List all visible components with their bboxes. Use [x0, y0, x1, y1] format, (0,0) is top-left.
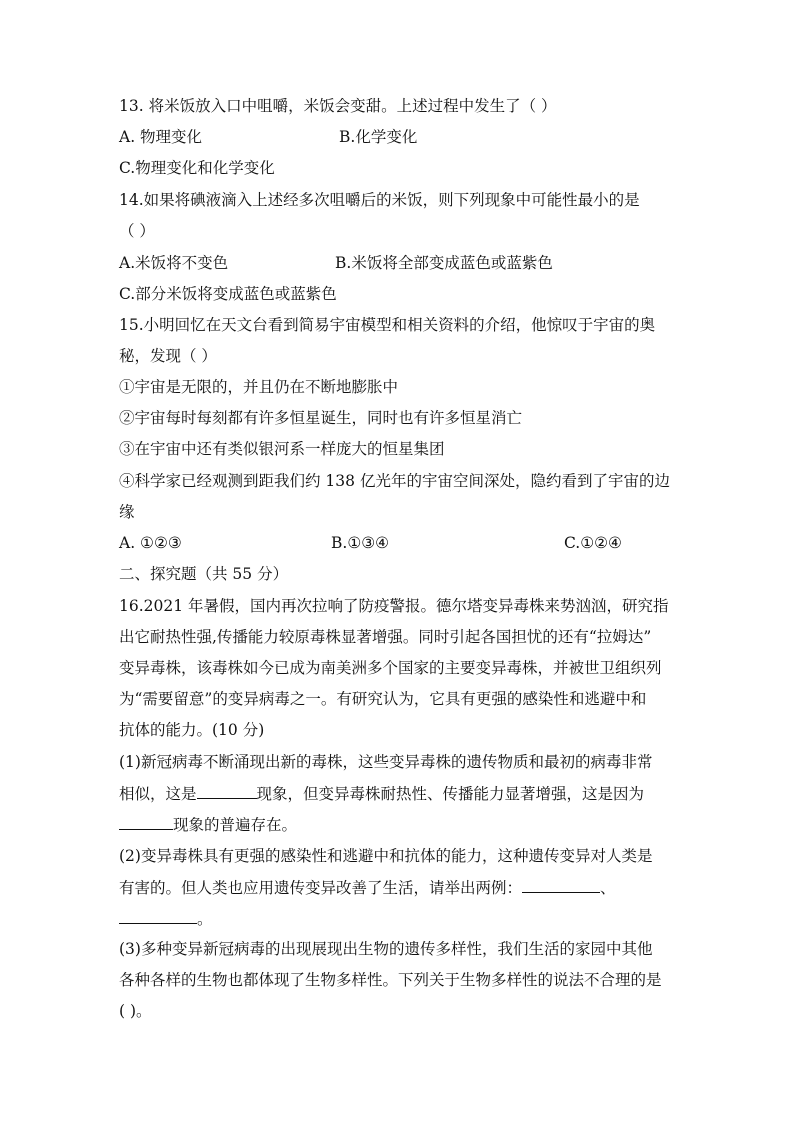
q16-part1-line2 [119, 782, 644, 805]
q13-stem: 13. 将米饭放入口中咀嚼，米饭会变甜。上述过程中发生了（ ） [119, 97, 557, 115]
q15-stem-line2: 秘，发现（ ） [119, 347, 217, 365]
q16-part1-line3 [119, 813, 297, 836]
q16-line5: 抗体的能力。(10 分) [119, 721, 265, 739]
answer-blank-2[interactable] [119, 813, 173, 830]
q16-part2-text-c: 。 [197, 910, 213, 928]
q14-stem-line1: 14.如果将碘液滴入上述经多次咀嚼后的米饭，则下列现象中可能性最小的是 [119, 191, 640, 209]
q13-option-a: A. 物理变化 [119, 128, 203, 146]
q13-option-c: C.物理变化和化学变化 [119, 159, 275, 177]
q16-line1: 16.2021 年暑假，国内再次拉响了防疫警报。德尔塔变异毒株来势汹汹，研究指 [119, 597, 669, 615]
q16-part1-text-c: 现象的普遍存在。 [173, 816, 298, 834]
q15-stem-line1: 15.小明回忆在天文台看到简易宇宙模型和相关资料的介绍，他惊叹于宇宙的奥 [119, 316, 656, 334]
answer-blank-3[interactable] [522, 876, 600, 893]
q15-item-4-line1: ④科学家已经观测到距我们约 138 亿光年的宇宙空间深处，隐约看到了宇宙的边 [119, 472, 670, 490]
q15-item-1: ①宇宙是无限的，并且仍在不断地膨胀中 [119, 378, 399, 396]
q16-part2-text-b: 、 [600, 879, 616, 897]
q16-part2-line3 [119, 907, 213, 930]
q16-part2-text-a: 有害的。但人类也应用遗传变异改善了生活，请举出两例： [119, 879, 523, 897]
q15-item-2: ②宇宙每时每刻都有许多恒星诞生，同时也有许多恒星消亡 [119, 409, 523, 427]
q16-part1-line1: (1)新冠病毒不断涌现出新的毒株，这些变异毒株的遗传物质和最初的病毒非常 [119, 753, 653, 771]
q16-part1-text-a: 相似，这是 [119, 785, 197, 803]
q16-part2-line1: (2)变异毒株具有更强的感染性和逃避中和抗体的能力，这种遗传变异对人类是 [119, 847, 653, 865]
q15-option-a: A. ①②③ [119, 534, 182, 552]
q15-item-3: ③在宇宙中还有类似银河系一样庞大的恒星集团 [119, 440, 445, 458]
section-2-title: 二、探究题（共 55 分） [119, 565, 289, 583]
answer-blank-1[interactable] [197, 782, 257, 799]
q14-option-a: A.米饭将不变色 [119, 254, 229, 272]
q16-line3: 变异毒株，该毒株如今已成为南美洲多个国家的主要变异毒株，并被世卫组织列 [119, 659, 662, 677]
q16-part3-line3: ( )。 [119, 1002, 152, 1020]
q14-option-c: C.部分米饭将变成蓝色或蓝紫色 [119, 285, 337, 303]
q16-part3-line2: 各种各样的生物也都体现了生物多样性。下列关于生物多样性的说法不合理的是 [119, 971, 662, 989]
q15-option-c: C.①②④ [564, 534, 622, 552]
q16-line2: 出它耐热性强,传播能力较原毒株显著增强。同时引起各国担忧的还有“拉姆达” [119, 628, 652, 646]
q15-option-b: B.①③④ [331, 534, 390, 552]
q16-part3-line1: (3)多种变异新冠病毒的出现展现出生物的遗传多样性，我们生活的家园中其他 [119, 940, 653, 958]
answer-blank-4[interactable] [119, 907, 197, 924]
q16-line4: 为“需要留意”的变异病毒之一。有研究认为，它具有更强的感染性和逃避中和 [119, 690, 647, 708]
q16-part1-text-b: 现象，但变异毒株耐热性、传播能力显著增强，这是因为 [256, 785, 645, 803]
q14-option-b: B.米饭将全部变成蓝色或蓝紫色 [335, 254, 553, 272]
q14-stem-line2: （ ） [119, 222, 155, 240]
q16-part2-line2 [119, 876, 616, 899]
q13-option-b: B.化学变化 [339, 128, 418, 146]
q15-item-4-line2: 缘 [119, 503, 135, 521]
